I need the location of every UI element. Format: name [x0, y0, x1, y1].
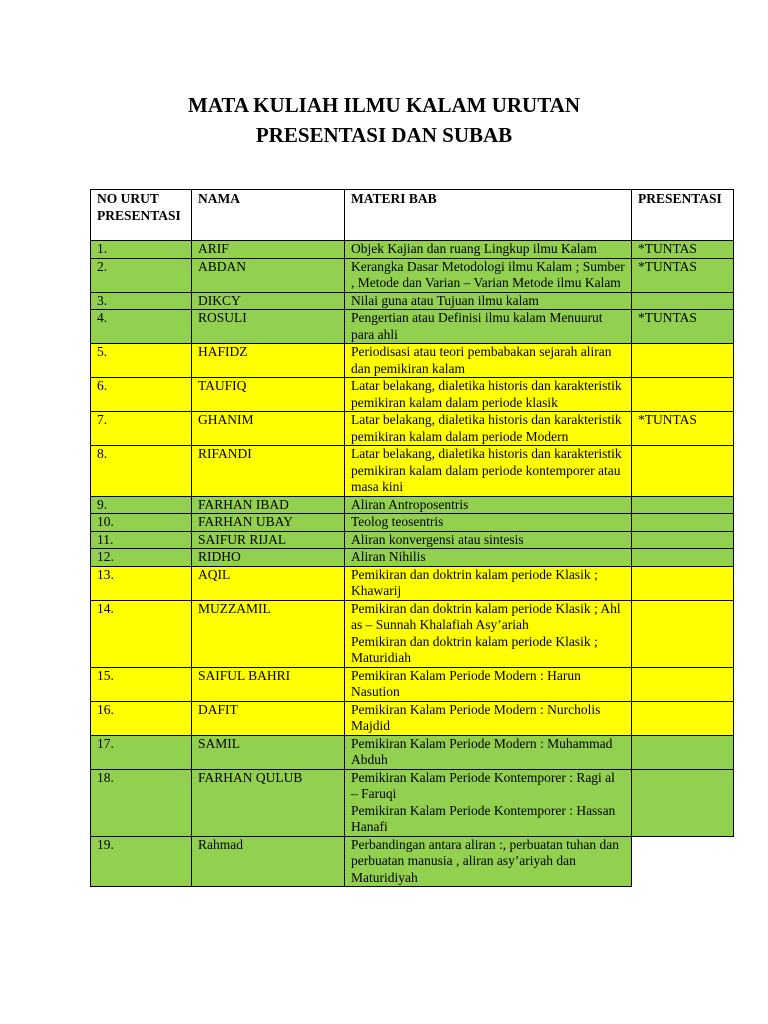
- cell-materi: [345, 667, 632, 701]
- cell-status: [632, 701, 734, 735]
- cell-nama: TAUFIQ: [192, 378, 345, 412]
- cell-no: 19.: [91, 836, 192, 887]
- cell-no: 10.: [91, 514, 192, 532]
- cell-status: *TUNTAS: [632, 258, 734, 292]
- cell-status: [632, 514, 734, 532]
- cell-status: [632, 836, 734, 887]
- cell-materi: [345, 735, 632, 769]
- cell-nama: FARHAN IBAD: [192, 496, 345, 514]
- cell-materi: [345, 446, 632, 497]
- table-row: [91, 378, 734, 412]
- table-row: [91, 549, 734, 567]
- cell-materi: [345, 514, 632, 532]
- cell-status: [632, 769, 734, 836]
- cell-nama: DIKCY: [192, 292, 345, 310]
- cell-status: *TUNTAS: [632, 241, 734, 259]
- cell-no: 1.: [91, 241, 192, 259]
- cell-nama: AQIL: [192, 566, 345, 600]
- table-header-row: [91, 190, 734, 241]
- cell-nama: FARHAN UBAY: [192, 514, 345, 532]
- table-row: [91, 566, 734, 600]
- table-row: [91, 514, 734, 532]
- header-no: NO URUT PRESENTASI: [91, 190, 192, 241]
- cell-no: 15.: [91, 667, 192, 701]
- cell-no: 9.: [91, 496, 192, 514]
- materi-line: Latar belakang, dialetika historis dan karakteristik pemikiran kalam dalam periode kontemporer atau masa kini: [351, 446, 622, 494]
- table-row: [91, 258, 734, 292]
- title-line-2: PRESENTASI DAN SUBAB: [255, 123, 513, 147]
- cell-status: [632, 735, 734, 769]
- cell-no: 12.: [91, 549, 192, 567]
- cell-nama: RIFANDI: [192, 446, 345, 497]
- cell-nama: FARHAN QULUB: [192, 769, 345, 836]
- table-row: [91, 531, 734, 549]
- materi-line: Pemikiran dan doktrin kalam periode Klasik ; Maturidiah: [351, 633, 598, 665]
- cell-materi: [345, 531, 632, 549]
- cell-materi: [345, 378, 632, 412]
- cell-no: 4.: [91, 310, 192, 344]
- materi-line: Pemikiran Kalam Periode Modern : Nurcholis Majdid: [351, 701, 601, 733]
- cell-no: 16.: [91, 701, 192, 735]
- cell-materi: [345, 258, 632, 292]
- cell-materi: [345, 836, 632, 887]
- materi-line: Latar belakang, dialetika historis dan karakteristik pemikiran kalam dalam periode klasik: [351, 378, 622, 410]
- cell-status: [632, 531, 734, 549]
- cell-nama: ABDAN: [192, 258, 345, 292]
- presentation-schedule-table: [90, 189, 734, 887]
- cell-status: [632, 344, 734, 378]
- cell-status: [632, 566, 734, 600]
- cell-materi: [345, 769, 632, 836]
- cell-nama: ROSULI: [192, 310, 345, 344]
- cell-no: 2.: [91, 258, 192, 292]
- cell-materi: [345, 566, 632, 600]
- cell-materi: [345, 701, 632, 735]
- table-row: [91, 292, 734, 310]
- header-nama: NAMA: [192, 190, 345, 241]
- table-row: [91, 701, 734, 735]
- cell-no: 13.: [91, 566, 192, 600]
- cell-no: 14.: [91, 600, 192, 667]
- cell-no: 11.: [91, 531, 192, 549]
- cell-nama: DAFIT: [192, 701, 345, 735]
- table-row: [91, 446, 734, 497]
- cell-no: 3.: [91, 292, 192, 310]
- cell-status: [632, 600, 734, 667]
- cell-status: [632, 446, 734, 497]
- materi-line: Kerangka Dasar Metodologi ilmu Kalam ; Sumber , Metode dan Varian – Varian Metode ilmu Kalam: [351, 258, 625, 290]
- cell-nama: SAIFUR RIJAL: [192, 531, 345, 549]
- document-title: [0, 90, 768, 150]
- cell-nama: HAFIDZ: [192, 344, 345, 378]
- table-row: [91, 241, 734, 259]
- cell-status: *TUNTAS: [632, 310, 734, 344]
- cell-status: [632, 378, 734, 412]
- materi-line: Pemikiran dan doktrin kalam periode Klasik ; Ahl as – Sunnah Khalafiah Asy’ariah: [351, 600, 621, 632]
- materi-line: Perbandingan antara aliran :, perbuatan tuhan dan perbuatan manusia , aliran asy’ariyah dan Maturidiyah: [351, 836, 620, 885]
- cell-materi: [345, 496, 632, 514]
- cell-materi: [345, 549, 632, 567]
- cell-materi: [345, 600, 632, 667]
- materi-line: Objek Kajian dan ruang Lingkup ilmu Kalam: [351, 241, 597, 256]
- materi-line: Latar belakang, dialetika historis dan karakteristik pemikiran kalam dalam periode Modern: [351, 412, 622, 444]
- table-row: [91, 310, 734, 344]
- cell-status: [632, 292, 734, 310]
- materi-line: Pemikiran Kalam Periode Kontemporer : Hassan Hanafi: [351, 802, 616, 834]
- table-row: [91, 412, 734, 446]
- cell-no: 17.: [91, 735, 192, 769]
- table-row: [91, 769, 734, 836]
- materi-line: Pemikiran Kalam Periode Kontemporer : Ragi al – Faruqi: [351, 769, 615, 801]
- cell-materi: [345, 412, 632, 446]
- cell-status: [632, 549, 734, 567]
- table-body: [91, 241, 734, 887]
- cell-status: *TUNTAS: [632, 412, 734, 446]
- materi-line: Periodisasi atau teori pembabakan sejarah aliran dan pemikiran kalam: [351, 344, 612, 376]
- cell-status: [632, 667, 734, 701]
- cell-no: 6.: [91, 378, 192, 412]
- table-row: [91, 735, 734, 769]
- title-line-1: MATA KULIAH ILMU KALAM URUTAN: [188, 93, 580, 117]
- cell-no: 18.: [91, 769, 192, 836]
- cell-no: 8.: [91, 446, 192, 497]
- materi-line: Aliran Antroposentris: [351, 496, 469, 512]
- materi-line: Nilai guna atau Tujuan ilmu kalam: [351, 292, 539, 308]
- cell-nama: RIDHO: [192, 549, 345, 567]
- cell-materi: [345, 310, 632, 344]
- materi-line: Teolog teosentris: [351, 514, 444, 529]
- materi-line: Pengertian atau Definisi ilmu kalam Menuurut para ahli: [351, 310, 603, 342]
- table-row: [91, 667, 734, 701]
- materi-line: Aliran konvergensi atau sintesis: [351, 531, 524, 547]
- cell-nama: MUZZAMIL: [192, 600, 345, 667]
- cell-nama: SAMIL: [192, 735, 345, 769]
- materi-line: Pemikiran Kalam Periode Modern : Muhammad Abduh: [351, 735, 613, 767]
- cell-materi: [345, 344, 632, 378]
- cell-no: 7.: [91, 412, 192, 446]
- header-presentasi: PRESENTASI: [632, 190, 734, 241]
- header-materi: MATERI BAB: [345, 190, 632, 241]
- materi-line: Aliran Nihilis: [351, 549, 426, 564]
- table-row: [91, 836, 734, 887]
- cell-no: 5.: [91, 344, 192, 378]
- cell-status: [632, 496, 734, 514]
- materi-line: Pemikiran Kalam Periode Modern : Harun Nasution: [351, 667, 581, 699]
- table-row: [91, 496, 734, 514]
- cell-materi: [345, 241, 632, 259]
- table-row: [91, 344, 734, 378]
- cell-materi: [345, 292, 632, 310]
- materi-line: Pemikiran dan doktrin kalam periode Klasik ; Khawarij: [351, 566, 598, 598]
- cell-nama: SAIFUL BAHRI: [192, 667, 345, 701]
- table-row: [91, 600, 734, 667]
- cell-nama: ARIF: [192, 241, 345, 259]
- cell-nama: GHANIM: [192, 412, 345, 446]
- cell-nama: Rahmad: [192, 836, 345, 887]
